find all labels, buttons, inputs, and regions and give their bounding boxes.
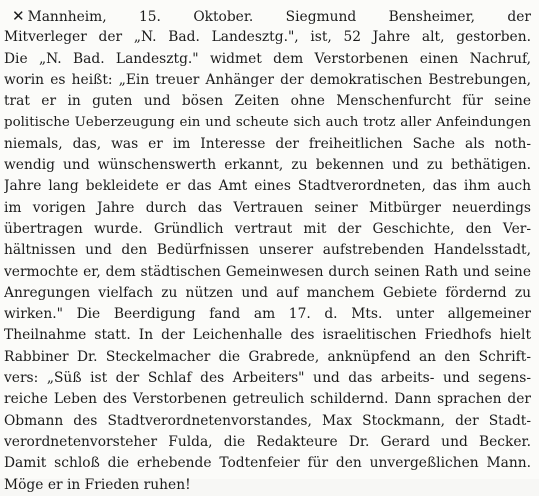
article-line-19: reiche Leben des Verstorbenen getreulich schildernd. Dann sprachen der bbox=[4, 391, 531, 408]
article-line-3: Die „N. Bad. Landesztg." widmet dem Verstorbenen einen Nachruf, bbox=[4, 50, 531, 67]
cross-marker-icon: ✕ bbox=[12, 7, 25, 25]
article-line-17: Rabbiner Dr. Steckelmacher die Grabrede, anknüpfend an den Schrift- bbox=[4, 348, 531, 365]
article-line-12: hältnissen und den Bedürfnissen unserer aufstrebenden Handelsstadt, bbox=[4, 242, 531, 259]
article-line-1 bbox=[4, 6, 531, 27]
article-line-2: Mitverleger der „N. Bad. Landesztg.", ist, 52 Jahre alt, gestorben. bbox=[4, 29, 531, 46]
article-line-8: wendig und wünschenswerth erkannt, zu bekennen und zu bethätigen. bbox=[4, 157, 531, 174]
article-line-5: trat er in guten und bösen Zeiten ohne Menschenfurcht für seine bbox=[4, 93, 531, 110]
article-line-15: wirken." Die Beerdigung fand am 17. d. Mts. unter allgemeiner bbox=[4, 306, 531, 323]
article-line-1-text: Mannheim, 15. Oktober. Siegmund Bensheimer, der bbox=[27, 9, 531, 25]
article-line-4: worin es heißt: „Ein treuer Anhänger der demokratischen Bestrebungen, bbox=[4, 71, 531, 88]
article-line-6: politische Ueberzeugung ein und scheute sich auch trotz aller Anfeindungen bbox=[4, 115, 531, 131]
article-line-21: verordnetenvorsteher Fulda, die Redakteure Dr. Gerard und Becker. bbox=[4, 433, 531, 450]
article-line-11: übertragen wurde. Gründlich vertraut mit der Geschichte, den Ver- bbox=[4, 220, 531, 237]
article-line-14: Anregungen vielfach zu nützen und auf manchem Gebiete fördernd zu bbox=[4, 284, 531, 301]
article-line-9: Jahre lang bekleidete er das Amt eines Stadtverordneten, das ihm auch bbox=[4, 178, 531, 195]
article-line-10: im vorigen Jahre durch das Vertrauen seiner Mitbürger neuerdings bbox=[4, 199, 531, 216]
article-line-22: Damit schloß die erhebende Todtenfeier für den unvergeßlichen Mann. bbox=[4, 455, 531, 472]
article-line-13: vermochte er, dem städtischen Gemeinwesen durch seinen Rath und seine bbox=[4, 263, 531, 280]
article-line-7: niemals, das, was er im Interesse der freiheitlichen Sache als noth- bbox=[4, 135, 531, 152]
article-line-20: Obmann des Stadtverordnetenvorstandes, Max Stockmann, der Stadt- bbox=[4, 412, 531, 429]
article-text bbox=[4, 6, 531, 496]
article-line-23: Möge er in Frieden ruhen! bbox=[4, 476, 191, 493]
article-line-16: Theilnahme statt. In der Leichenhalle des israelitischen Friedhofs hielt bbox=[4, 327, 531, 344]
article-line-18: vers: „Süß ist der Schlaf des Arbeiters" und das arbeits- und segens- bbox=[4, 370, 531, 387]
